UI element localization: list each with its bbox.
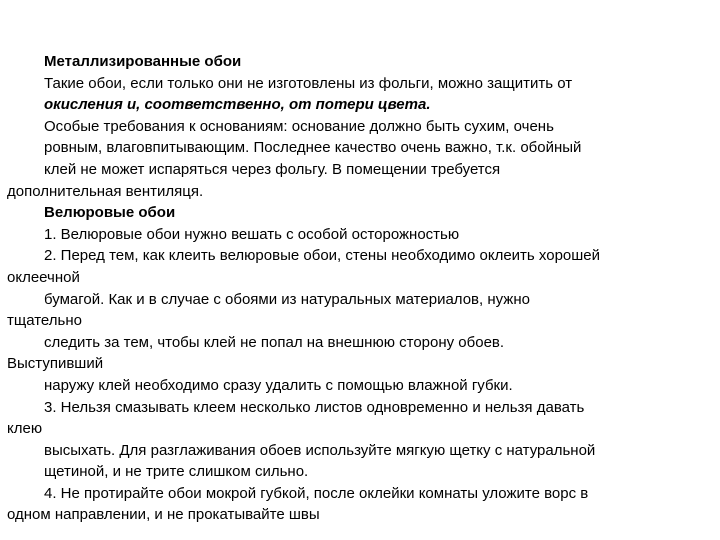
text-line: Такие обои, если только они не изготовлены из фольги, можно защитить от xyxy=(44,74,573,92)
list-item-2: 2. Перед тем, как клеить велюровые обои, стены необходимо оклеить хорошей xyxy=(44,247,601,265)
text-line: Выступивший xyxy=(7,355,104,373)
text-line: следить за тем, чтобы клей не попал на внешнюю сторону обоев. xyxy=(44,333,505,351)
text-line: одном направлении, и не прокатывайте швы xyxy=(7,506,320,524)
text-line: бумагой. Как и в случае с обоями из натуральных материалов, нужно xyxy=(44,290,530,308)
text-line: тщательно xyxy=(7,312,82,330)
list-item-4: 4. Не протирайте обои мокрой губкой, после оклейки комнаты уложите ворс в xyxy=(44,484,589,502)
text-line: клей не может испаряться через фольгу. В помещении требуется xyxy=(44,160,501,178)
text-line: дополнительная вентиляця. xyxy=(7,182,204,200)
text-line: клею xyxy=(7,420,43,438)
document-body xyxy=(7,51,710,526)
list-item-3: 3. Нельзя смазывать клеем несколько листов одновременно и нельзя давать xyxy=(44,398,585,416)
text-line: высыхать. Для разглаживания обоев используйте мягкую щетку с натуральной xyxy=(44,441,596,459)
text-line: наружу клей необходимо сразу удалить с помощью влажной губки. xyxy=(44,376,513,394)
text-line: Особые требования к основаниям: основание должно быть сухим, очень xyxy=(44,117,554,135)
emphasized-text-line: окисления и, соответственно, от потери цвета. xyxy=(44,96,431,114)
text-line: оклеечной xyxy=(7,268,80,286)
text-line: ровным, влаговпитывающим. Последнее качество очень важно, т.к. обойный xyxy=(44,139,582,157)
section-heading-metallized: Металлизированные обои xyxy=(44,53,242,70)
list-item-1: 1. Велюровые обои нужно вешать с особой осторожностью xyxy=(44,225,460,243)
section-heading-velour: Велюровые обои xyxy=(44,204,176,222)
text-line: щетиной, и не трите слишком сильно. xyxy=(44,463,309,481)
